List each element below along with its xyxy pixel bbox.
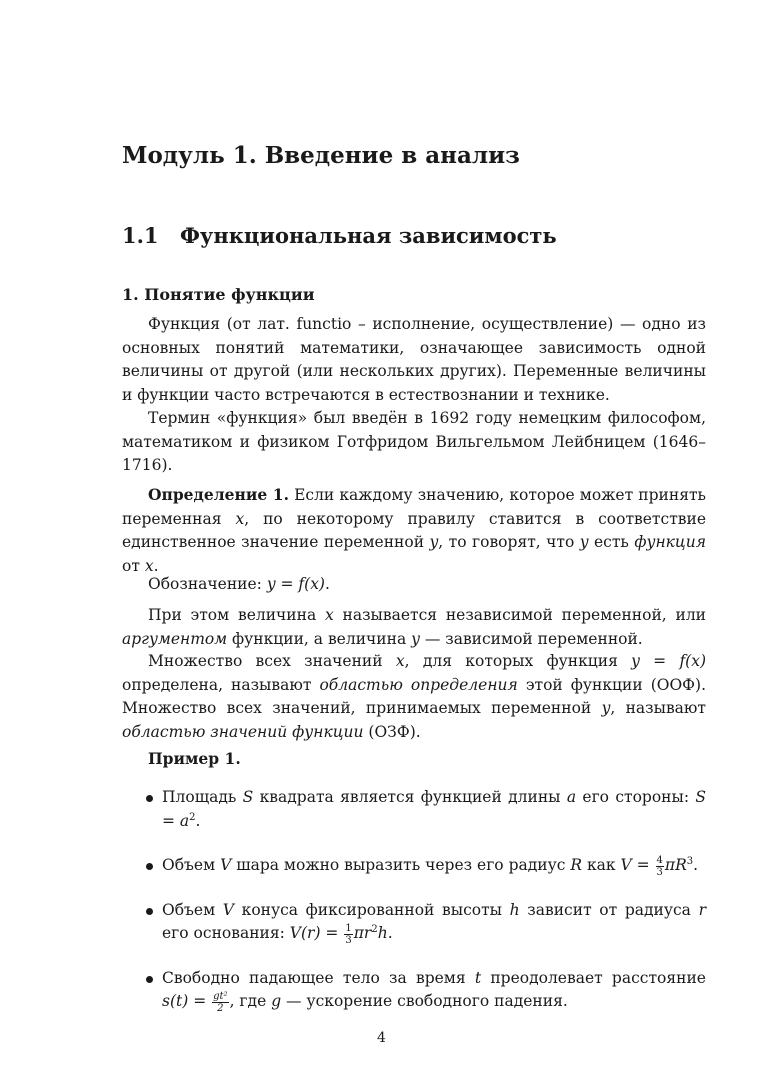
- exponent: 2: [371, 923, 378, 935]
- text: При этом величина: [148, 606, 325, 624]
- term-argument: аргументом: [122, 629, 228, 648]
- numerator: gt²: [213, 990, 228, 1002]
- section-heading: [122, 223, 557, 248]
- math-var: x: [325, 606, 334, 624]
- definition-paragraph: [122, 483, 706, 578]
- formula: h: [377, 924, 388, 942]
- math-var: y: [411, 629, 420, 648]
- math-var: V: [222, 900, 234, 919]
- text: , то говорят, что: [438, 533, 580, 551]
- text: .: [693, 856, 699, 874]
- notation-label: Обозначение:: [148, 575, 267, 593]
- denominator: 3: [345, 934, 352, 946]
- list-item: [146, 854, 706, 878]
- subsection-title: 1. Понятие функции: [122, 285, 315, 304]
- text: , где: [229, 992, 272, 1010]
- argument-paragraph: [122, 604, 706, 651]
- text: .: [324, 575, 330, 593]
- numerator: 1: [345, 922, 352, 934]
- term-domain: областью определения: [319, 675, 518, 694]
- text: преодолевает расстояние: [481, 968, 706, 987]
- math-var: r: [698, 900, 706, 919]
- formula: V(r) =: [289, 924, 344, 942]
- list-item: [146, 786, 706, 833]
- fraction: [344, 923, 352, 946]
- examples-list: [146, 786, 706, 1035]
- math-var: g: [271, 992, 282, 1010]
- text: называется независимой переменной, или: [333, 606, 706, 624]
- example-label: Пример 1.: [148, 749, 241, 768]
- formula: πR: [664, 856, 687, 874]
- intro-paragraph: Функция (от лат. functio – исполнение, осуществление) — одно из основных понятий математики, означающее зависимость одной величины от другой (или нескольких других). Переменные величины и функции часто встречаются в естествознании и технике.: [122, 315, 706, 404]
- math-var: h: [509, 900, 520, 919]
- text: есть: [588, 533, 635, 551]
- text: .: [153, 556, 159, 575]
- text: конуса фиксированной высоты: [233, 900, 510, 919]
- exponent: 2: [189, 811, 196, 823]
- text: — зависимой переменной.: [419, 629, 643, 648]
- math-var: R: [570, 856, 583, 874]
- text: Объем: [162, 900, 223, 919]
- text: — ускорение свободного падения.: [281, 992, 568, 1010]
- module-title: Модуль 1. Введение в анализ: [122, 142, 520, 169]
- math-var: y: [601, 699, 611, 717]
- text: Объем: [162, 856, 221, 874]
- text: , для которых функция: [404, 652, 632, 670]
- math-var: t: [474, 968, 482, 987]
- text: определена, называют: [122, 675, 320, 694]
- numerator: 4: [656, 854, 663, 866]
- math-var: y: [429, 533, 439, 551]
- text: Площадь: [162, 788, 243, 806]
- page-number: 4: [377, 1030, 386, 1046]
- math-var: y: [579, 533, 589, 551]
- text: как: [582, 856, 621, 874]
- text: Множество всех значений: [148, 652, 396, 670]
- text: (ОЗФ).: [363, 722, 421, 741]
- fraction: [212, 991, 228, 1014]
- math-var: x: [395, 652, 405, 670]
- text: функции, а величина: [227, 629, 412, 648]
- list-item: [146, 967, 706, 1014]
- formula: y = f(x): [266, 575, 325, 593]
- list-item: [146, 899, 706, 946]
- domain-paragraph: [122, 650, 706, 744]
- history-paragraph: Термин «функция» был введён в 1692 году немецким философом, математиком и физиком Готфридом Вильгельмом Лейбницем (1646–1716).: [122, 409, 706, 474]
- text: его стороны:: [576, 788, 696, 806]
- text: Если каждому значению, которое может принять переменная: [122, 486, 706, 528]
- text: шара можно выразить через его радиус: [231, 856, 571, 874]
- text: .: [387, 924, 393, 942]
- term-function: функция: [634, 533, 706, 551]
- formula: s(t) =: [162, 992, 212, 1010]
- term-range: областью значений функции: [122, 722, 364, 741]
- text: .: [195, 811, 201, 830]
- formula: πr: [353, 924, 372, 942]
- text: , называют: [610, 699, 706, 717]
- formula: y = f(x): [631, 652, 707, 670]
- math-var: x: [144, 556, 154, 575]
- formula: V =: [620, 856, 655, 874]
- text: от: [122, 556, 145, 575]
- math-var: V: [220, 856, 232, 874]
- text: Свободно падающее тело за время: [162, 968, 475, 987]
- notation-paragraph: [122, 573, 706, 597]
- exponent: 3: [686, 855, 694, 867]
- text: этой функции (ООФ). Множество всех значений, принимаемых переменной: [122, 675, 707, 717]
- text: зависит от радиуса: [519, 900, 699, 919]
- formula: S = a: [162, 788, 707, 830]
- definition-label: Определение 1.: [148, 485, 289, 504]
- denominator: 3: [656, 866, 663, 878]
- math-var: x: [235, 509, 245, 528]
- section-title: Функциональная зависимость: [180, 223, 557, 248]
- denominator: 2: [217, 1002, 224, 1014]
- math-var: a: [566, 788, 577, 806]
- text: , по некоторому правилу ставится в соответствие единственное значение переменной: [122, 509, 706, 551]
- section-number: 1.1: [122, 223, 159, 248]
- text: квадрата является функцией длины: [253, 788, 567, 806]
- text: его основания:: [162, 924, 290, 942]
- math-var: S: [242, 788, 254, 806]
- fraction: [656, 855, 664, 878]
